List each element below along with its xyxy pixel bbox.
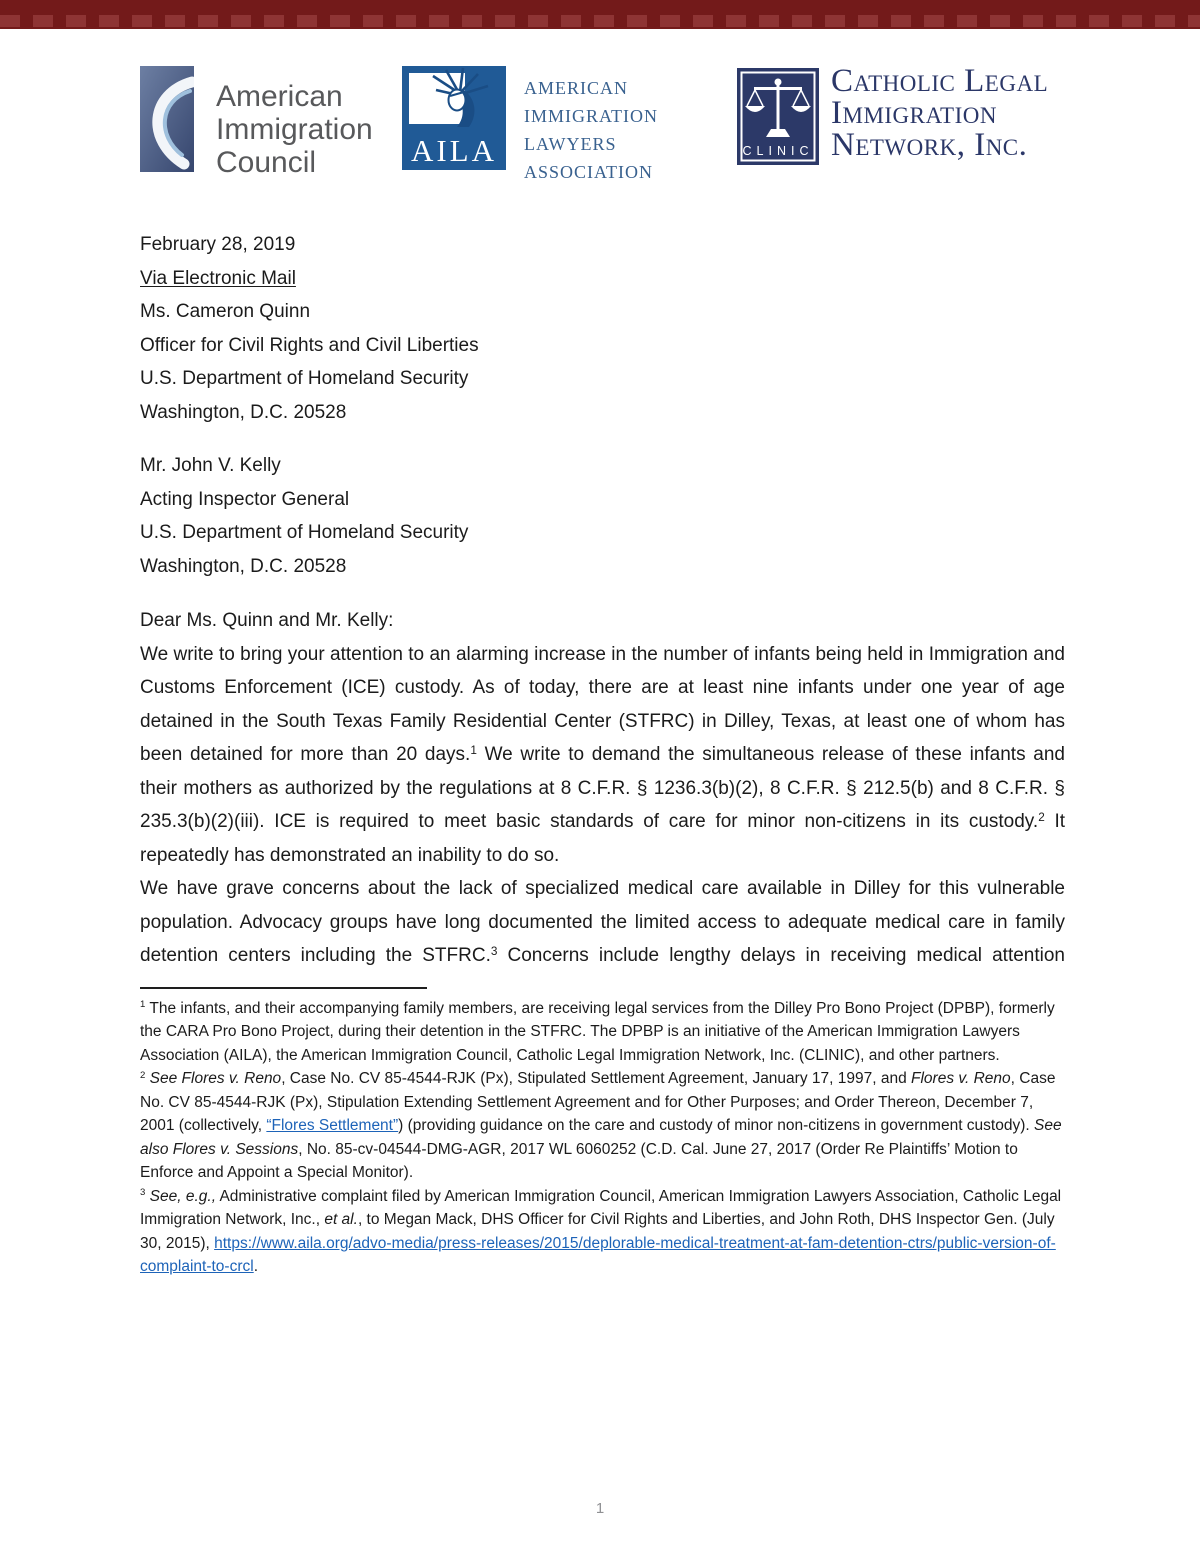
american-immigration-council-logo (140, 66, 373, 179)
text-run: See Flores v. Reno (149, 1070, 282, 1087)
recipient-title: Acting Inspector General (140, 488, 350, 510)
footnote-ref: 2 (140, 1069, 146, 1081)
footnote-ref: 1 (470, 743, 477, 757)
text-run: We write to bring your attention to an alarming increase in the number of infants being held in Immigration and Customs Enforcement (ICE) custody. As of today, there are at least nine infants under one year of age detained in the South Texas Family Residential Center (STFRC) in Dilley, Texas, at least one of whom has been detained for more than 20 days. (140, 643, 1065, 765)
footnote (140, 1185, 1065, 1279)
text-run: , Case No. CV 85-4544-RJK (Px), Stipulation Extending Settlement Agreement and for Other Purposes; and Order Thereon, December 7, 2001 (collectively, (140, 1070, 1056, 1134)
footnotes-section (140, 997, 1065, 1279)
recipient-name: Mr. John V. Kelly (140, 455, 281, 476)
salutation: Dear Ms. Quinn and Mr. Kelly: (140, 610, 394, 631)
text-run: We write to demand the simultaneous release of these infants and their mothers as authorized by the regulations at 8 C.F.R. § 1236.3(b)(2), 8 C.F.R. § 212.5(b) and 8 C.F.R. § 235.3(b)(2)(iii). ICE is required to meet basic standards of care for minor non-citizens in its custody. (140, 744, 1065, 832)
text-run: See also Flores v. Sessions (140, 1117, 1062, 1158)
text-run: et al. (324, 1211, 358, 1228)
footnote-ref: 3 (140, 1187, 146, 1199)
site-header-bar (0, 0, 1200, 29)
text-run: , to Megan Mack, DHS Officer for Civil Rights and Liberties, and John Roth, DHS Inspector Gen. (July 30, 2015), (140, 1211, 1055, 1252)
recipient-name: Ms. Cameron Quinn (140, 301, 311, 322)
aila-org-line: AMERICAN (524, 78, 629, 98)
clinic-acronym: CLINIC (742, 144, 814, 158)
page-number: 1 (595, 1500, 605, 1517)
footnote-ref: 2 (1038, 810, 1045, 824)
clinic-org-line: Network, Inc. (831, 127, 1028, 163)
aila-acronym: AILA (410, 133, 498, 168)
recipient-org: U.S. Department of Homeland Security (140, 368, 469, 389)
text-run: We have grave concerns about the lack of specialized medical care available in Dilley for this vulnerable population. Advocacy groups have long documented the limited access to adequate medical care in family detention centers including the STFRC. (140, 878, 1065, 966)
letter-body (140, 228, 1065, 1279)
statue-of-liberty-icon (402, 66, 506, 170)
recipient-block (140, 295, 1065, 429)
aic-org-line: Immigration (216, 113, 373, 146)
aila-org-line: IMMIGRATION (524, 106, 658, 126)
delivery-method: Via Electronic Mail (140, 267, 296, 289)
aila-org-line: LAWYERS (524, 134, 617, 154)
recipient-address: Washington, D.C. 20528 (140, 555, 347, 577)
body-paragraph (140, 638, 1065, 873)
clinic-org-line: Catholic Legal (831, 63, 1049, 99)
text-run: Concerns include lengthy delays in receiving medical attention (497, 945, 1065, 966)
footnote (140, 997, 1065, 1068)
text-run: Administrative complaint filed by American Immigration Council, American Immigration Lawyers Association, Catholic Legal Immigration Network, Inc., (140, 1187, 1062, 1228)
aic-org-line: American (216, 80, 343, 113)
aic-swoosh-icon (140, 66, 194, 172)
footnote (140, 1067, 1065, 1185)
text-run: See, e.g., (149, 1187, 217, 1205)
aila-org-line: ASSOCIATION (524, 162, 654, 182)
scales-of-justice-icon (737, 68, 819, 165)
clinic-org-line: Immigration (831, 95, 997, 131)
recipient-org: U.S. Department of Homeland Security (140, 522, 469, 543)
recipient-block (140, 449, 1065, 583)
text-run: It repeatedly has demonstrated an inability to do so. (140, 811, 1065, 866)
clinic-logo (737, 63, 1049, 165)
text-run: . (253, 1258, 259, 1275)
aic-org-line: Council (216, 146, 317, 179)
recipient-title: Officer for Civil Rights and Civil Liberties (140, 334, 479, 356)
footnote-separator (140, 987, 427, 989)
footnote-ref: 3 (490, 944, 498, 958)
hyperlink[interactable]: https://www.aila.org/advo-media/press-releases/2015/deplorable-medical-treatment-at-fam-detention-ctrs/public-version-of-complaint-to-crcl (140, 1234, 1056, 1275)
text-run: , No. 85-cv-04544-DMG-AGR, 2017 WL 6060252 (C.D. Cal. June 27, 2017 (Order Re Plaintiffs’ Motion to Enforce and Appoint a Special Monitor). (140, 1140, 1018, 1181)
footnote-ref: 1 (140, 999, 146, 1011)
text-run: ) (providing guidance on the care and custody of minor non-citizens in government custody). (398, 1117, 1034, 1134)
letter-date: February 28, 2019 (140, 234, 296, 255)
hyperlink[interactable]: “Flores Settlement” (266, 1117, 399, 1134)
text-run: The infants, and their accompanying family members, are receiving legal services from the Dilley Pro Bono Project (DPBP), formerly the CARA Pro Bono Project, during their detention in the STFRC. The DPBP is an initiative of the American Immigration Lawyers Association (AILA), the American Immigration Council, Catholic Legal Immigration Network, Inc. (CLINIC), and other partners. (140, 999, 1055, 1064)
text-run: , Case No. CV 85-4544-RJK (Px), Stipulated Settlement Agreement, January 17, 1997, and (281, 1070, 912, 1087)
text-run: Flores v. Reno (911, 1070, 1011, 1087)
aila-logo (402, 66, 658, 186)
body-paragraph (140, 872, 1065, 973)
recipient-address: Washington, D.C. 20528 (140, 401, 347, 423)
